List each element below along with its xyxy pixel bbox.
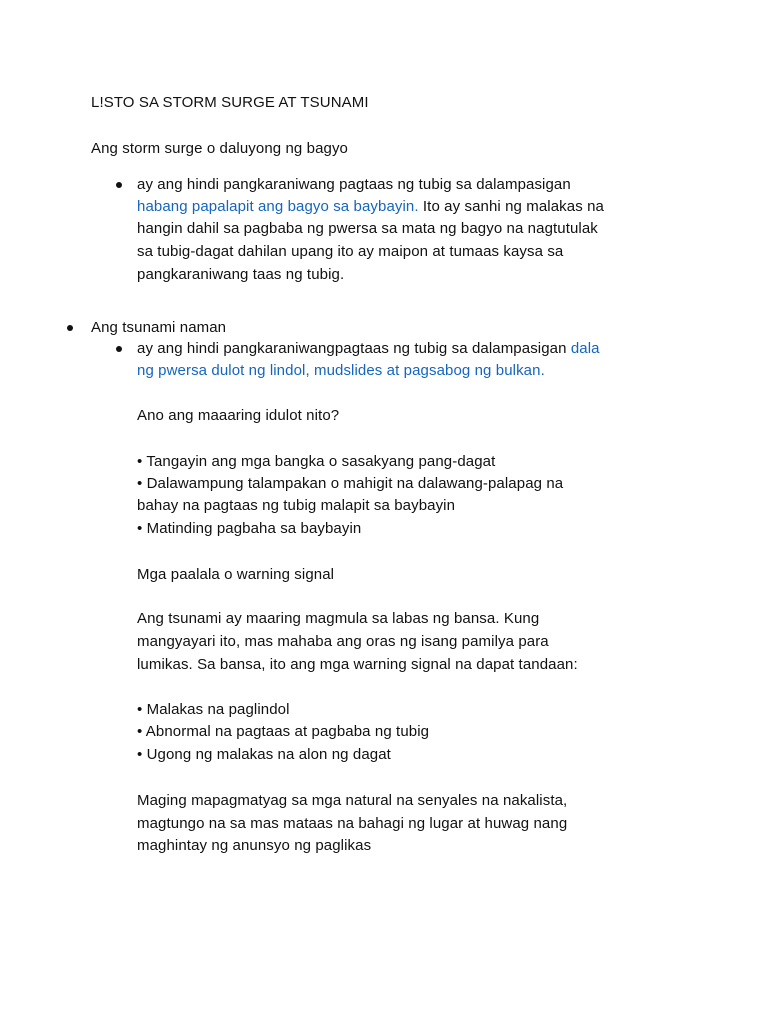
signal-item-1: • Malakas na paglindol bbox=[137, 701, 290, 718]
bullet-dot bbox=[116, 182, 122, 188]
effect-item-1: • Tangayin ang mga bangka o sasakyang pang-dagat bbox=[137, 453, 496, 470]
signal-item-2: • Abnormal na pagtaas at pagbaba ng tubig bbox=[137, 723, 430, 740]
warning-heading: Mga paalala o warning signal bbox=[137, 566, 335, 583]
effect-item-3: • Matinding pagbaha sa baybayin bbox=[137, 520, 362, 537]
document-title: L!STO SA STORM SURGE AT TSUNAMI bbox=[91, 94, 369, 111]
storm-surge-line-4: sa tubig-dagat dahilan upang ito ay maipon at tumaas kaysa sa bbox=[137, 243, 564, 260]
warning-paragraph-line-3: lumikas. Sa bansa, ito ang mga warning signal na dapat tandaan: bbox=[137, 656, 578, 673]
storm-surge-line-5: pangkaraniwang taas ng tubig. bbox=[137, 266, 345, 283]
bullet-dot bbox=[116, 346, 122, 352]
tsunami-highlight-start: dala bbox=[570, 340, 600, 357]
tsunami-heading: Ang tsunami naman bbox=[91, 319, 227, 336]
closing-line-2: magtungo na sa mas mataas na bahagi ng lugar at huwag nang bbox=[137, 815, 568, 832]
effect-item-2-line-1: • Dalawampung talampakan o mahigit na dalawang-palapag na bbox=[137, 475, 564, 492]
signal-item-3: • Ugong ng malakas na alon ng dagat bbox=[137, 746, 391, 763]
closing-line-1: Maging mapagmatyag sa mga natural na senyales na nakalista, bbox=[137, 792, 568, 809]
effects-question: Ano ang maaaring idulot nito? bbox=[137, 407, 340, 424]
warning-paragraph-line-1: Ang tsunami ay maaring magmula sa labas ng bansa. Kung bbox=[137, 610, 540, 627]
bullet-dot bbox=[67, 325, 73, 331]
tsunami-highlight-line-2: ng pwersa dulot ng lindol, mudslides at pagsabog ng bulkan. bbox=[137, 362, 545, 379]
storm-surge-line-2-rest: Ito ay sanhi ng malakas na bbox=[418, 198, 604, 215]
tsunami-line-1-text: ay ang hindi pangkaraniwangpagtaas ng tubig sa dalampasigan bbox=[137, 340, 571, 357]
storm-surge-line-2 bbox=[137, 196, 604, 218]
closing-line-3: maghintay ng anunsyo ng paglikas bbox=[137, 837, 372, 854]
effect-item-2-line-2: bahay na pagtaas ng tubig malapit sa baybayin bbox=[137, 497, 456, 514]
storm-surge-highlight: habang papalapit ang bagyo sa baybayin. bbox=[137, 198, 419, 215]
storm-surge-line-3: hangin dahil sa pagbaba ng pwersa sa mata ng bagyo na nagtutulak bbox=[137, 220, 598, 237]
storm-surge-line-1: ay ang hindi pangkaraniwang pagtaas ng tubig sa dalampasigan bbox=[137, 176, 571, 193]
warning-paragraph-line-2: mangyayari ito, mas mahaba ang oras ng isang pamilya para bbox=[137, 633, 549, 650]
tsunami-line-1 bbox=[137, 338, 600, 360]
storm-surge-heading: Ang storm surge o daluyong ng bagyo bbox=[91, 140, 348, 157]
